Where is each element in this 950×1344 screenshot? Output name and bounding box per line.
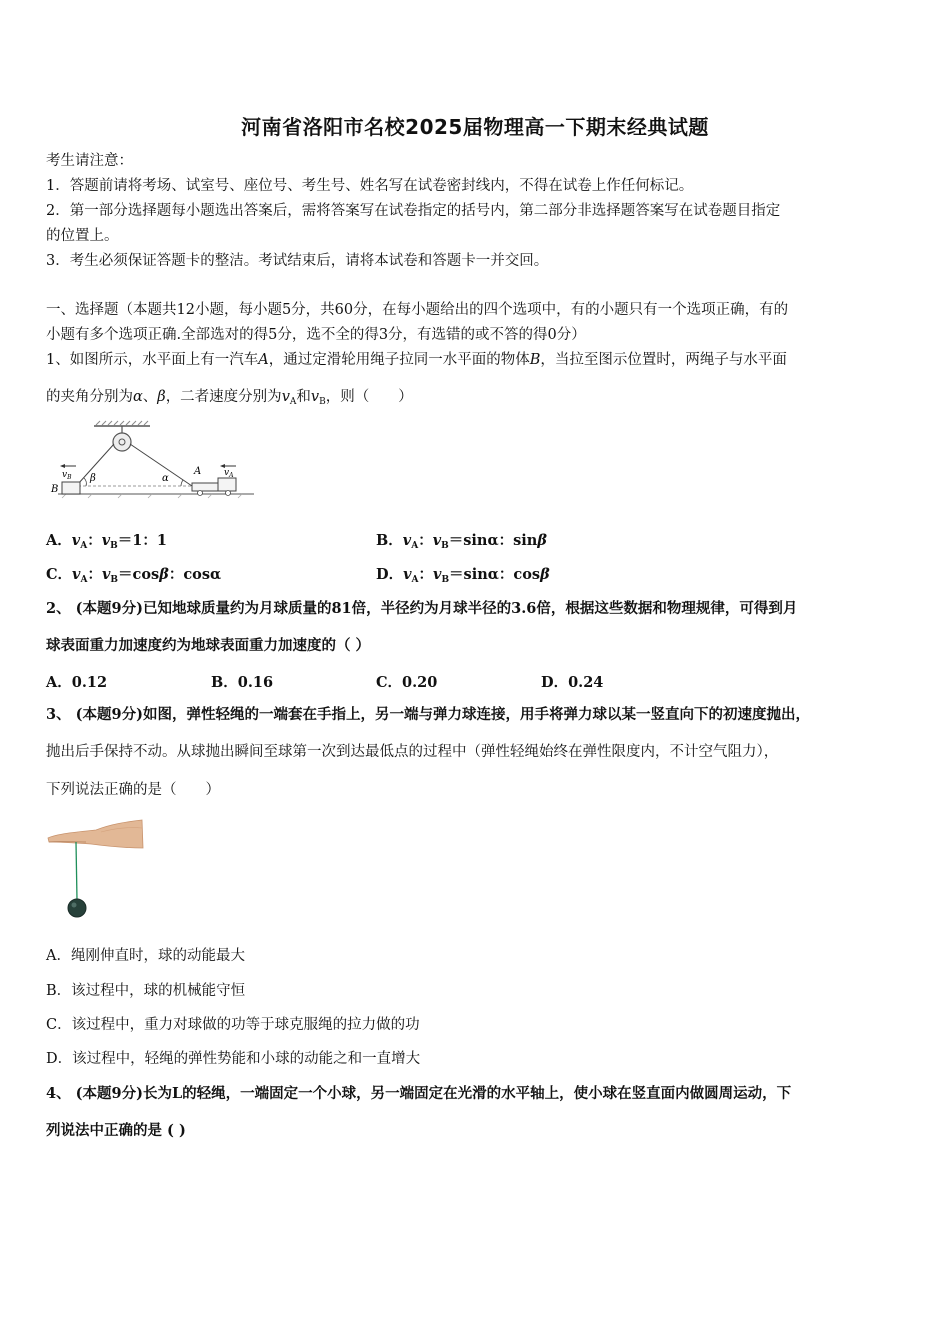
q1-figure-va-label: $v_A$ <box>224 468 234 479</box>
q1-figure-b-label: B <box>51 484 59 495</box>
q1-option-d[interactable]: D．$v_A$：$v_B=\sin\alpha$：cosβ <box>376 566 550 585</box>
section-heading-line2: 小题有多个选项正确.全部选对的得5分，选不全的得3分，有选错的或不答的得0分） <box>46 327 586 343</box>
q1-stem-line1: 1、如图所示，水平面上有一汽车A，通过定滑轮用绳子拉同一水平面的物体B，当拉至图示位置时，两绳子与水平面 <box>46 352 787 368</box>
notice-item-2: 2．第一部分选择题每小题选出答案后，需将答案写在试卷指定的括号内，第二部分非选择题答案写在试卷题目指定 <box>46 203 781 219</box>
notice-item-2-cont: 的位置上。 <box>46 228 119 244</box>
q1-option-c[interactable]: C．$v_A$：$v_B=\cos\beta$：cosα <box>46 566 222 585</box>
q3-stem-line1: 3、 (本题9分)如图，弹性轻绳的一端套在手指上，另一端与弹力球连接，用手将弹力球以某一竖直向下的初速度抛出， <box>46 706 810 723</box>
q1-figure-vb-label: $v_B$ <box>62 470 72 481</box>
page-title: 河南省洛阳市名校2025届物理高一下期末经典试题 <box>241 115 709 139</box>
q3-hand-ball-figure <box>46 818 146 920</box>
q2-option-a[interactable]: A．0.12 <box>46 674 108 691</box>
q1-option-a[interactable]: A．$v_A$：$v_B=1$：1 <box>46 532 167 551</box>
notice-item-3: 3．考生必须保证答题卡的整洁。考试结束后，请将本试卷和答题卡一并交回。 <box>46 253 549 269</box>
q3-stem-line2: 抛出后手保持不动。从球抛出瞬间至球第一次到达最低点的过程中（弹性轻绳始终在弹性限度内，不计空气阻力）， <box>46 744 779 760</box>
notice-item-1: 1．答题前请将考场、试室号、座位号、考生号、姓名写在试卷密封线内，不得在试卷上作任何标记。 <box>46 178 694 194</box>
q4-stem-line1: 4、 (本题9分)长为L的轻绳，一端固定一个小球，另一端固定在光滑的水平轴上，使小球在竖直面内做圆周运动，下 <box>46 1085 792 1102</box>
section-heading-line1: 一、选择题（本题共12小题，每小题5分，共60分，在每小题给出的四个选项中，有的小题只有一个选项正确，有的 <box>46 302 789 318</box>
q2-stem-line2: 球表面重力加速度约为地球表面重力加速度的（ ） <box>46 637 371 654</box>
q1-option-b[interactable]: B．$v_A$：$v_B=\sin\alpha$：sinβ <box>376 532 547 551</box>
q1-figure-a-label: A <box>194 466 202 477</box>
q1-figure-beta-label: β <box>90 473 96 484</box>
q3-stem-line3: 下列说法正确的是（ ） <box>46 782 220 798</box>
q1-stem-line2: 的夹角分别为α、β，二者速度分别为$v_A$和$v_B$，则（ ） <box>46 389 413 407</box>
q3-option-c[interactable]: C．该过程中，重力对球做的功等于球克服绳的拉力做的功 <box>46 1017 420 1033</box>
q2-stem-line1: 2、 (本题9分)已知地球质量约为月球质量的81倍，半径约为月球半径的3.6倍，根据这些数据和物理规律，可得到月 <box>46 600 798 617</box>
q2-option-c[interactable]: C．0.20 <box>376 674 438 691</box>
q1-pulley-figure <box>48 420 254 502</box>
q2-option-b[interactable]: B．0.16 <box>211 674 274 691</box>
q4-stem-line2: 列说法中正确的是 ( ) <box>46 1122 186 1139</box>
q2-option-d[interactable]: D．0.24 <box>541 674 604 691</box>
q1-figure-alpha-label: α <box>162 473 169 484</box>
q3-option-b[interactable]: B．该过程中，球的机械能守恒 <box>46 983 246 999</box>
q3-option-a[interactable]: A．绳刚伸直时，球的动能最大 <box>46 948 245 964</box>
notice-heading: 考生请注意： <box>46 153 133 169</box>
q3-option-d[interactable]: D．该过程中，轻绳的弹性势能和小球的动能之和一直增大 <box>46 1051 421 1067</box>
